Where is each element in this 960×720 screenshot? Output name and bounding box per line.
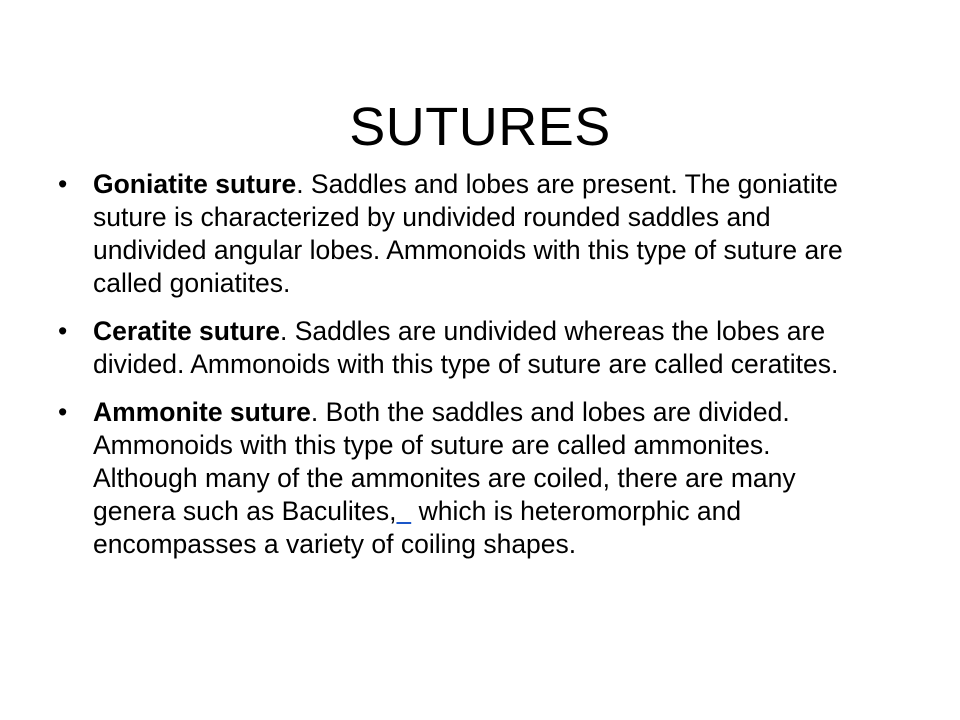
bullet-item-goniatite bbox=[58, 168, 868, 300]
bullet-text: . Both the saddles and lobes are divided. Ammonoids with this type of suture are called ammonites. Although many of the ammonites are coiled, there are many genera such as Baculites, bbox=[93, 397, 796, 526]
hyperlink[interactable] bbox=[396, 496, 411, 526]
bullet-text: . Saddles are undivided whereas the lobes are divided. Ammonoids with this type of suture are called ceratites. bbox=[93, 316, 839, 379]
bullet-dot: • bbox=[58, 397, 68, 427]
bullet-item-ammonite bbox=[58, 396, 868, 561]
bullet-text-after: which is heteromorphic and encompasses a variety of coiling shapes. bbox=[93, 496, 742, 559]
bullet-term: Ceratite suture bbox=[93, 316, 281, 346]
bullet-term: Goniatite suture bbox=[93, 169, 297, 199]
bullet-list bbox=[58, 168, 868, 576]
bullet-term: Ammonite suture bbox=[93, 397, 311, 427]
bullet-dot: • bbox=[58, 169, 68, 199]
slide-title: SUTURES bbox=[349, 97, 611, 158]
bullet-text: . Saddles and lobes are present. The goniatite suture is characterized by undivided rounded saddles and undivided angular lobes. Ammonoids with this type of suture are called goniatites. bbox=[93, 169, 843, 298]
bullet-dot: • bbox=[58, 316, 68, 346]
bullet-item-ceratite bbox=[58, 315, 868, 381]
